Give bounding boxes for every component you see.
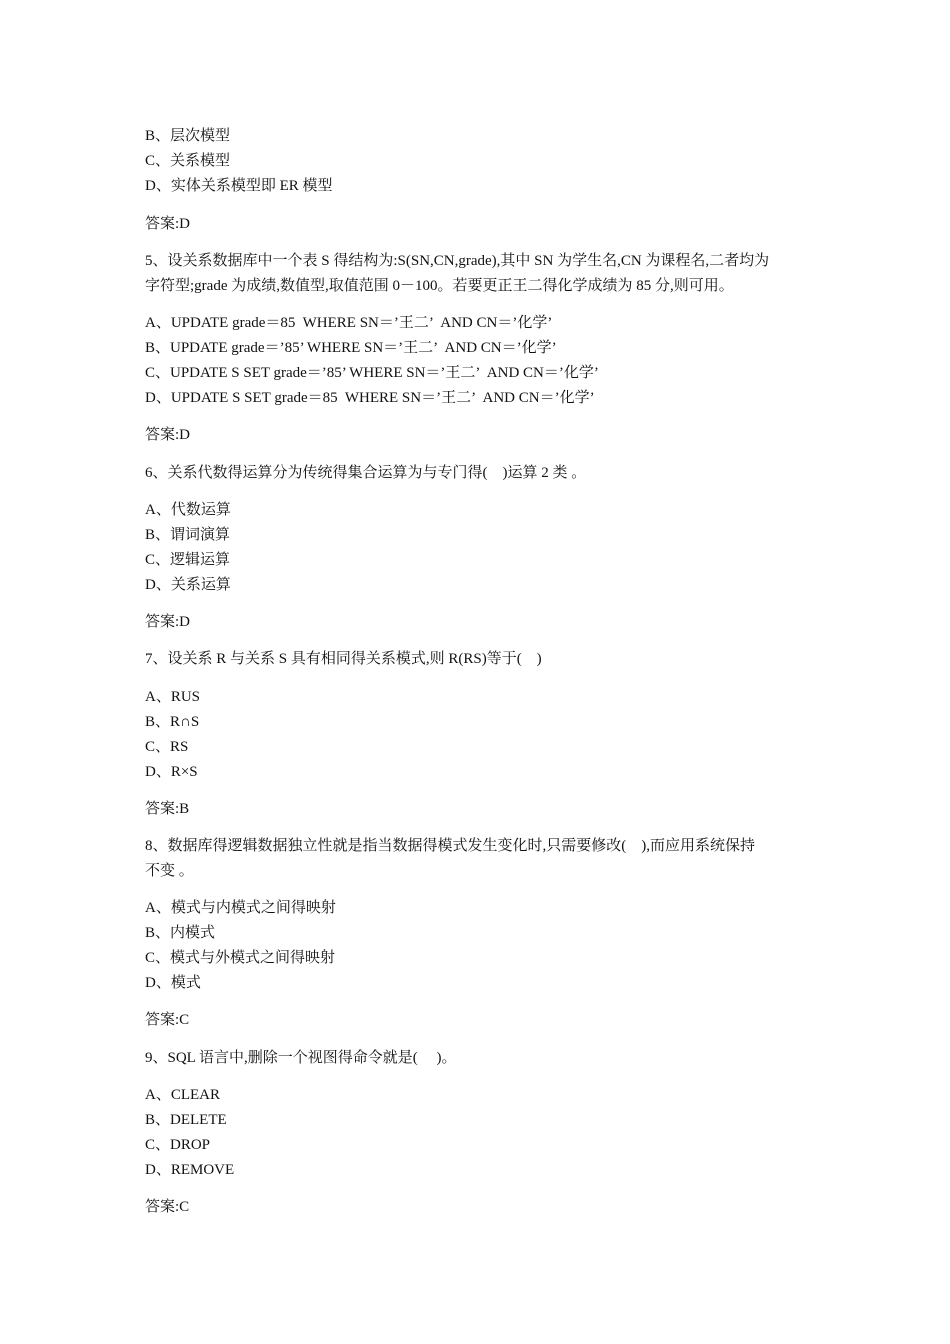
option-d: D、REMOVE	[145, 1162, 235, 1178]
answer: 答案:D	[145, 216, 191, 232]
option-b: B、DELETE	[145, 1112, 227, 1128]
option-c: C、DROP	[145, 1137, 211, 1153]
option-a: A、RUS	[145, 689, 201, 705]
option-d: D、UPDATE S SET grade＝85 WHERE SN＝’王二’ AND CN＝’化学’	[145, 390, 595, 406]
option-a: A、UPDATE grade＝85 WHERE SN＝’王二’ AND CN＝’化学’	[145, 315, 553, 331]
question-stem: 5、设关系数据库中一个表 S 得结构为:S(SN,CN,grade),其中 SN 为学生名,CN 为课程名,二者均为	[145, 253, 770, 269]
question-stem: 7、设关系 R 与关系 S 具有相同得关系模式,则 R(RS)等于( )	[145, 651, 542, 667]
option-a: A、代数运算	[145, 502, 231, 518]
answer: 答案:D	[145, 614, 191, 630]
option-c: C、UPDATE S SET grade＝’85’ WHERE SN＝’王二’ AND CN＝’化学’	[145, 365, 599, 381]
option-b: B、谓词演算	[145, 527, 231, 543]
question-stem: 8、数据库得逻辑数据独立性就是指当数据得模式发生变化时,只需要修改( ),而应用系统保持	[145, 838, 755, 854]
option-c: C、RS	[145, 739, 189, 755]
option-c: C、模式与外模式之间得映射	[145, 950, 336, 966]
option-d: D、实体关系模型即 ER 模型	[145, 178, 333, 194]
option-b: B、R∩S	[145, 714, 200, 730]
option-b: B、层次模型	[145, 128, 231, 144]
option-a: A、CLEAR	[145, 1087, 221, 1103]
answer: 答案:D	[145, 427, 191, 443]
option-d: D、关系运算	[145, 577, 231, 593]
option-c: C、逻辑运算	[145, 552, 231, 568]
question-stem: 字符型;grade 为成绩,数值型,取值范围 0－100。若要更正王二得化学成绩为 85 分,则可用。	[145, 278, 734, 294]
option-d: D、R×S	[145, 764, 198, 780]
question-stem: 6、关系代数得运算分为传统得集合运算为与专门得( )运算 2 类 。	[145, 465, 587, 481]
option-d: D、模式	[145, 975, 201, 991]
answer: 答案:C	[145, 1012, 190, 1028]
answer: 答案:C	[145, 1199, 190, 1215]
question-stem: 不变 。	[145, 863, 194, 879]
question-stem: 9、SQL 语言中,删除一个视图得命令就是( )。	[145, 1050, 457, 1066]
answer: 答案:B	[145, 801, 190, 817]
option-b: B、内模式	[145, 925, 216, 941]
option-a: A、模式与内模式之间得映射	[145, 900, 336, 916]
option-c: C、关系模型	[145, 153, 231, 169]
option-b: B、UPDATE grade＝’85’ WHERE SN＝’王二’ AND CN＝’化学’	[145, 340, 557, 356]
